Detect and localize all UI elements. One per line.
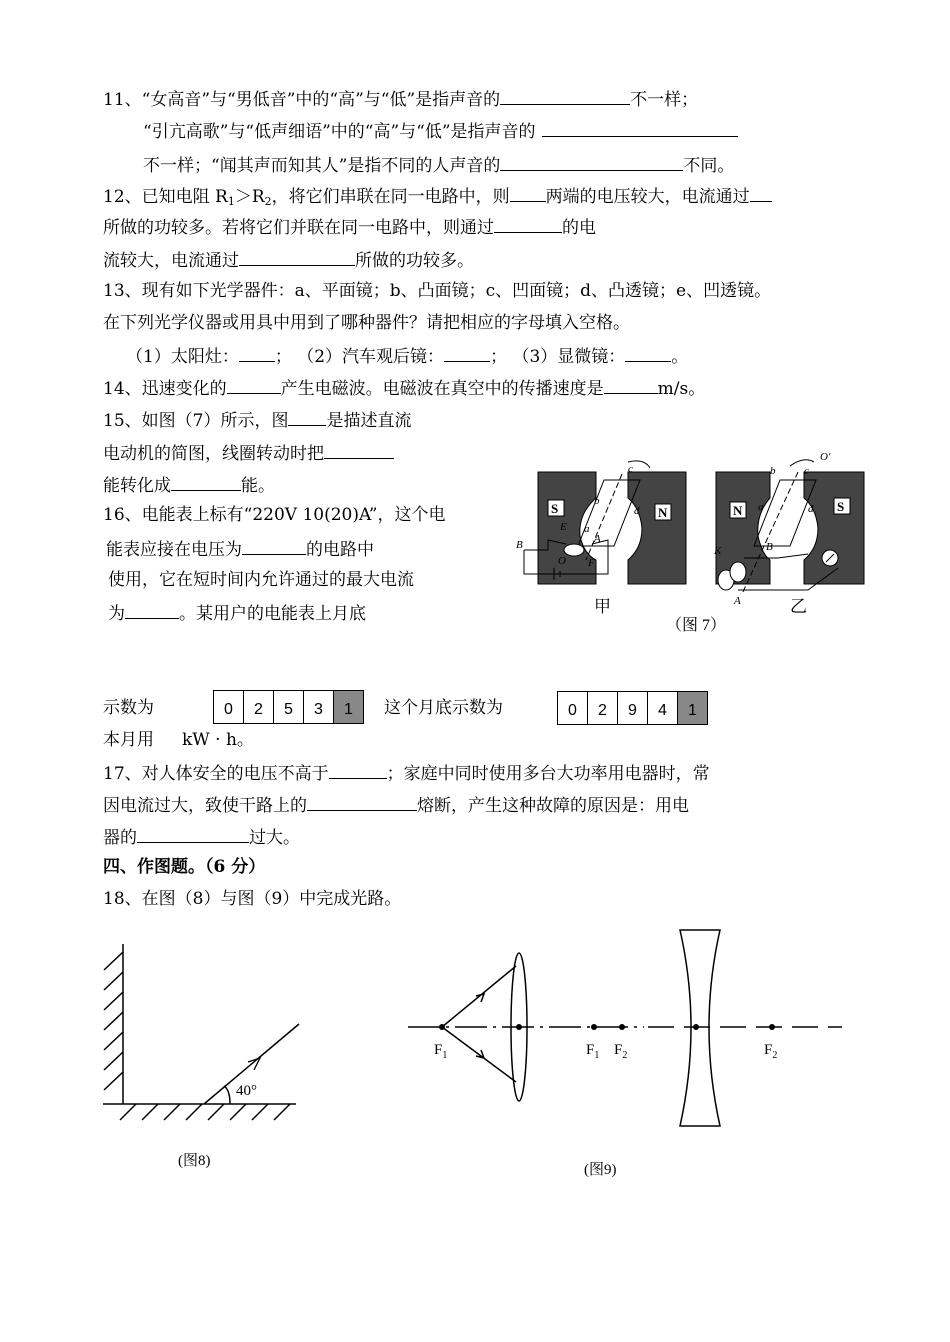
- q12-text3: 流较大，电流通过: [103, 251, 239, 271]
- label-f: F: [614, 1042, 623, 1058]
- section-heading: 四、作图题。（6 分）: [103, 857, 266, 877]
- n-label: N: [658, 505, 668, 520]
- concave-lens: [680, 930, 720, 1126]
- focal-point: [769, 1024, 775, 1030]
- label-f: F: [586, 1042, 595, 1058]
- q16-line1: 16、电能表上标有“220V 10(20)A”，这个电: [103, 505, 446, 525]
- q12-line2: [103, 214, 596, 240]
- q13-p1: （1）太阳灶：: [126, 347, 239, 367]
- label-yi: 乙: [790, 597, 807, 616]
- q12-blank1[interactable]: [510, 183, 546, 202]
- label-b-cap: B: [516, 539, 523, 551]
- lens-center: [516, 1024, 522, 1030]
- meter-digit: 9: [618, 692, 648, 724]
- q12-sub2: 2: [264, 195, 272, 208]
- q11-text: 11、“女高音”与“男低音”中的“高”与“低”是指声音的: [103, 90, 501, 110]
- figure-8-caption: (图8): [178, 1153, 211, 1169]
- q11-text2: “引亢高歌”与“低声细语”中的“高”与“低”是指声音的: [143, 122, 536, 142]
- q13-line2: 在下列光学仪器或用具中用到了哪种器件？请把相应的字母填入空格。: [103, 313, 630, 333]
- meter-digit-decimal: 1: [334, 691, 363, 723]
- label-sub: 2: [622, 1050, 628, 1061]
- q12-text2: 所做的功较多。若将它们并联在同一电路中，则通过: [103, 218, 494, 238]
- q15-blank1[interactable]: [288, 407, 326, 426]
- q15-blank2[interactable]: [324, 440, 394, 459]
- rotation-arrow-2: [790, 460, 814, 466]
- label-a: a: [584, 523, 590, 535]
- q12-text2-b: 的电: [562, 218, 596, 238]
- label-c: c: [628, 463, 633, 475]
- focal-point: [591, 1024, 597, 1030]
- q17-text3: 器的: [103, 828, 137, 848]
- q14-text-b: 产生电磁波。电磁波在真空中的传播速度是: [280, 379, 604, 399]
- q17-line1: [103, 760, 710, 786]
- q12-sub1: 1: [227, 195, 235, 208]
- label-f: F: [434, 1042, 443, 1058]
- q12-line1: [103, 183, 772, 209]
- q13-p3: ； （3）显微镜：: [490, 347, 626, 367]
- q17-blank1[interactable]: [329, 760, 387, 779]
- q15-text3: 能转化成: [103, 476, 171, 496]
- q12-text-c: 两端的电压较大，电流通过: [545, 187, 750, 207]
- q16-line3: 使用，它在短时间内允许通过的最大电流: [108, 570, 414, 590]
- motor-diagram-jia: [524, 461, 686, 584]
- q16-blank2[interactable]: [125, 600, 179, 619]
- q17-line2: [103, 792, 689, 818]
- q14-text-c: m/s。: [657, 379, 706, 399]
- q11-text-end: 不一样；: [630, 90, 699, 110]
- q16-line5: 示数为: [103, 698, 154, 718]
- q16-text6: 本月用: [103, 730, 154, 750]
- label-f2-right: [764, 1042, 777, 1061]
- s-label-2: S: [837, 499, 845, 514]
- mirror-corner: [103, 944, 299, 1120]
- q15-line2: [103, 440, 394, 466]
- q13-blank2[interactable]: [444, 343, 490, 362]
- q13-end: 。: [671, 347, 689, 367]
- q11-blank2[interactable]: [542, 118, 738, 137]
- q14-text-a: 14、迅速变化的: [103, 379, 227, 399]
- label-sub: 2: [772, 1050, 778, 1061]
- label-b: b: [594, 495, 600, 507]
- label-sub: 1: [442, 1050, 448, 1061]
- q14-line: [103, 375, 705, 401]
- lens-center: [693, 1024, 699, 1030]
- q16-line5-mid: 这个月底示数为: [384, 698, 503, 718]
- q16-text4: 为: [108, 604, 125, 624]
- label-f2: [614, 1042, 627, 1061]
- q15-line1: [103, 407, 411, 433]
- figure-9: [404, 926, 846, 1186]
- q12-text-b: ，将它们串联在同一电路中，则: [271, 187, 510, 207]
- label-jia: 甲: [594, 597, 611, 616]
- q15-text2: 电动机的简图，线圈转动时把: [103, 444, 324, 464]
- label-d-2: d: [808, 503, 814, 515]
- label-a-2: a: [758, 501, 764, 513]
- q13-line1: 13、现有如下光学器件：a、平面镜；b、凸面镜；c、凹面镜；d、凸透镜；e、凹透镜。: [103, 281, 772, 301]
- q13-p2: ； （2）汽车观后镜：: [274, 347, 445, 367]
- q12-line3: [103, 247, 474, 273]
- meter-display-end: [557, 691, 708, 725]
- q17-text-b: ；家庭中同时使用多台大功率用电器时，常: [386, 764, 710, 784]
- label-f: F: [588, 557, 595, 569]
- s-label: S: [551, 501, 559, 516]
- q16-text2: 能表应接在电压为: [106, 540, 242, 560]
- q13-blank1[interactable]: [239, 343, 275, 362]
- meter-digit: 0: [558, 692, 588, 724]
- q17-line3: [103, 824, 300, 850]
- q16-text2-b: 的电路中: [306, 540, 374, 560]
- q16-blank3[interactable]: [154, 727, 182, 745]
- q14-blank2[interactable]: [604, 375, 658, 394]
- q12-blank2[interactable]: [750, 183, 772, 202]
- q17-blank2[interactable]: [307, 792, 417, 811]
- meter-digit-decimal: 1: [678, 692, 707, 724]
- incident-ray-lower: [442, 1027, 516, 1082]
- q11-line1: [103, 86, 698, 112]
- meter-digit: 2: [588, 692, 618, 724]
- meter-digit: 5: [274, 691, 304, 723]
- lens-diagram: [408, 930, 842, 1126]
- figure-7: [508, 444, 878, 640]
- focal-point: [619, 1024, 625, 1030]
- q18-text: 18、在图（8）与图（9）中完成光路。: [103, 889, 402, 909]
- slip-ring: [730, 562, 746, 582]
- q11-line3: [143, 152, 734, 178]
- q15-text-b: 是描述直流: [326, 411, 412, 431]
- q12-gt: ＞R: [234, 187, 265, 207]
- label-k: K: [714, 545, 722, 557]
- label-a-cap: A: [594, 533, 601, 545]
- q16-unit: kW · h。: [182, 730, 254, 750]
- q17-blank3[interactable]: [137, 824, 249, 843]
- q15-blank3[interactable]: [171, 472, 241, 491]
- label-f1-right: [586, 1042, 599, 1061]
- q17-text: 17、对人体安全的电压不高于: [103, 764, 329, 784]
- meter-digit: 4: [648, 692, 678, 724]
- label-o: O: [558, 555, 566, 567]
- label-b-cap-2: B: [766, 541, 773, 553]
- label-f1-left: [434, 1042, 447, 1061]
- q16-line4: [108, 600, 366, 626]
- figure-9-caption: (图9): [584, 1162, 617, 1178]
- label-e: E: [560, 521, 567, 533]
- q13-line3: [126, 343, 688, 369]
- q16-line2: [106, 536, 374, 562]
- label-a-cap-2: A: [734, 595, 741, 607]
- meter-display-start: [213, 690, 364, 724]
- q17-text2: 因电流过大，致使干路上的: [103, 796, 307, 816]
- q17-text2-b: 熔断，产生这种故障的原因是：用电: [417, 796, 689, 816]
- hatching: [120, 1104, 290, 1120]
- q11-blank3[interactable]: [500, 152, 683, 171]
- figure-7-caption: （图 7）: [666, 617, 727, 634]
- q13-blank3[interactable]: [625, 343, 671, 362]
- q16-text4-b: 。某用户的电能表上月底: [179, 604, 366, 624]
- q12-text3-b: 所做的功较多。: [355, 251, 474, 271]
- n-label-2: N: [733, 503, 743, 518]
- label-sub: 1: [594, 1050, 600, 1061]
- label-o-prime: O′: [820, 451, 831, 463]
- commutator: [564, 544, 584, 556]
- q11-line2: [143, 118, 738, 144]
- q11-blank1[interactable]: [500, 86, 630, 105]
- meter-digit: 0: [214, 691, 244, 723]
- arrow-icon: [248, 1058, 260, 1070]
- q14-blank1[interactable]: [227, 375, 281, 394]
- q17-text3-b: 过大。: [249, 828, 300, 848]
- label-b-2: b: [770, 465, 776, 477]
- q12-blank3[interactable]: [494, 214, 562, 233]
- label-c-2: c: [804, 465, 809, 477]
- q15-line3: [103, 472, 275, 498]
- label-d: d: [634, 505, 640, 517]
- angle-label: 40°: [236, 1083, 257, 1099]
- meter-digit: 3: [304, 691, 334, 723]
- q15-text: 15、如图（7）所示，图: [103, 411, 289, 431]
- q12-text: 12、已知电阻 R: [103, 187, 228, 207]
- generator-diagram-yi: [716, 460, 864, 594]
- q11-text3-end: 不同。: [683, 156, 735, 176]
- q16-blank1[interactable]: [242, 536, 306, 555]
- figure-8: [96, 944, 316, 1184]
- q12-blank4[interactable]: [239, 247, 355, 266]
- angle-arc: [224, 1086, 230, 1104]
- incident-ray-upper: [442, 966, 516, 1027]
- q15-text3-b: 能。: [241, 476, 275, 496]
- focal-point: [439, 1024, 445, 1030]
- q16-line6: [103, 727, 254, 752]
- label-f: F: [764, 1042, 773, 1058]
- hatching: [104, 952, 123, 1090]
- meter-digit: 2: [244, 691, 274, 723]
- q11-text3: 不一样；“闻其声而知其人”是指不同的人声音的: [143, 156, 501, 176]
